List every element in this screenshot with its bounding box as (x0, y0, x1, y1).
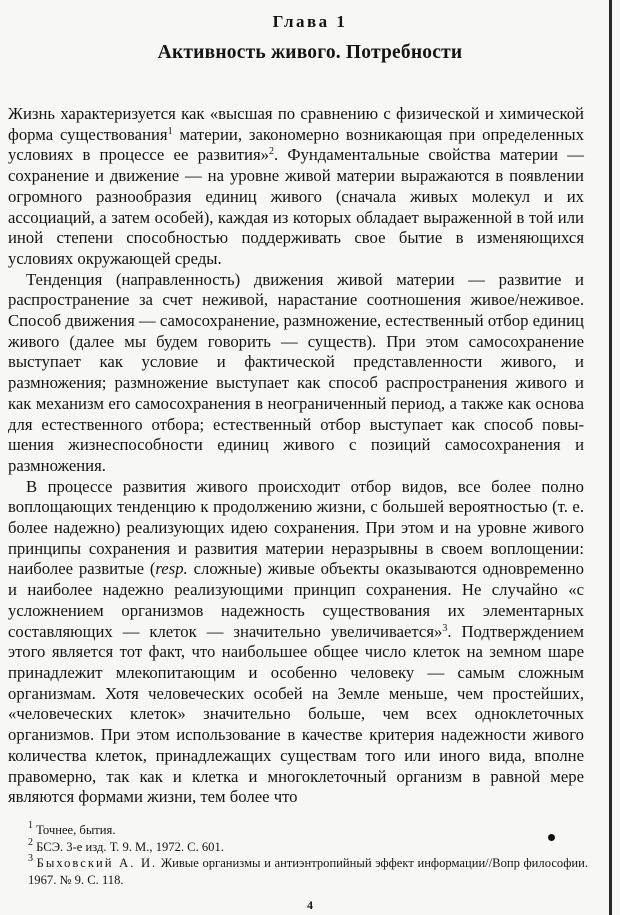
chapter-heading: Глава 1 (272, 12, 348, 31)
page-edge-shadow (609, 0, 612, 915)
main-text (8, 104, 584, 808)
footnote-mark: 1 (28, 820, 33, 831)
resp-abbreviation: resp. (155, 559, 188, 579)
footnote-1 (28, 822, 588, 839)
footnote-author: Быховский А. И. (36, 856, 158, 870)
paragraph-1-part-b: материи, закономерно возникающая при определенных условиях в процессе ее развития» (8, 124, 584, 165)
footnote-text: БСЭ. 3-е изд. Т. 9. М., 1972. С. 601. (36, 839, 224, 854)
footnote-2 (28, 836, 588, 856)
footnote-text: Живые организмы и антиэнтропийный эффект информации//Вопр философии. 1967. № 9. С. 118. (28, 856, 588, 887)
footnote-3 (28, 855, 588, 888)
paragraph-3-part-a: В процессе развития живого происходит отбор видов, все более полно воплощающих тенденцию к продолжению жизни, с большей вероятностью (т. е. более надежно) реализующих идею сохранения. При этом и на уровне живого принципы сохранения и развития материи неразрывны в своем воплощении: наиболее развитые ( (8, 476, 584, 579)
footnotes (28, 822, 588, 888)
page-number: 4 (307, 898, 313, 912)
footnote-mark: 2 (28, 836, 33, 848)
footnote-mark: 3 (28, 853, 33, 864)
footnote-ref-1: 1 (167, 125, 173, 137)
paragraph-3-part-c: . Подтверждением этого является тот факт, что наибольшее общее число клеток на земном шаре принадлежит млекопитающим и особенно человеку — самым сложным организмам. Хотя человеческих особей на Земле меньше, чем простейших, «человеческих клеток» значительно больше, чем всех одноклеточных организмов. При этом использование в качестве критерия надежности живого количества клеток, принадлежащих существам того или иного вида, вполне правомерно, так как и клетка и многоклеточный организм в равной мере являются формами жизни, тем более что (8, 621, 584, 807)
footnote-ref-3: 3 (442, 622, 448, 634)
footnote-text: Точнее, бытия. (36, 823, 116, 837)
paragraph-1-part-c: . Фундаментальные свойства материи — сохранение и движение — на уровне живой материи выражаются в появлении огромного разнообразия единиц живого (сначала живых молекул и их ассоциаций, а затем особей), каждая из которых обладает выраженной в той или иной степени способностью поддерживать свое бытие в изменяющихся условиях окружающей среды. (8, 145, 584, 268)
paragraph-3-part-b: сложные) живые объекты оказываются одновременно и наиболее надежно реализующими принцип сохранения. Не случайно «с усложнением организмов надежность существования их элементарных составляющих — клеток — значительно увеличивается» (8, 559, 584, 641)
paragraph-3 (8, 477, 584, 808)
paragraph-1 (8, 104, 584, 270)
paragraph-2: Тенденция (направленность) движения живой материи — развитие и распространение за счет неживой, нарастание соотношения живое/неживое. Способ движения — самосохранение, размножение, естественный отбор единиц живого (далее мы будем говорить — существ). При этом самосохранение выступает как условие и фактической представленности живого, и размножения; размножение выступает как способ распространения живого и как механизм его самосохранения в неограниченный период, а также как основа для естественного отбора; естественный отбор выступает как способ повышения жизнеспособности единиц живого с позиций самосохранения и размножения. (8, 269, 584, 475)
footnote-ref-2: 2 (268, 146, 274, 158)
ink-dot (548, 834, 555, 841)
chapter-title: Активность живого. Потребности (157, 42, 463, 63)
paragraph-1-part-a: Жизнь характеризуется как «высшая по сравнению с физической и химической форма существования (8, 104, 584, 144)
